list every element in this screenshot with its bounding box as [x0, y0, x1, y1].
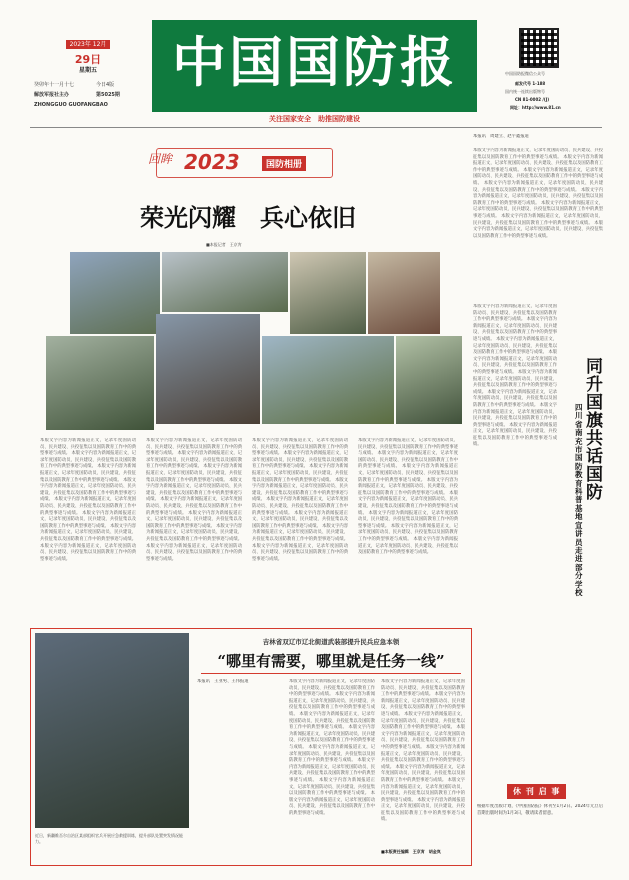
- issue-no: 第5025期: [96, 92, 120, 98]
- masthead: [0, 0, 629, 128]
- photo-3: [290, 252, 366, 334]
- album-body-col-2: 本版文字内容为新闻报道正文，记录年度国防动员、民兵建设、兵役征集以及国防教育工作中的典型事迹与成绩。 本版文字内容为新闻报道正文，记录年度国防动员、民兵建设、兵役征集以及国防教育工作中的典型事迹与成绩。 本版文字内容为新闻报道正文，记录年度国防动员、民兵建设、兵役征集以及国防教育工作中的典型事迹与成绩。 本版文字内容为新闻报道正文，记录年度国防动员、民兵建设、兵役征集以及国防教育工作中的典型事迹与成绩。 本版文字内容为新闻报道正文，记录年度国防动员、民兵建设、兵役征集以及国防教育工作中的典型事迹与成绩。 本版文字内容为新闻报道正文，记录年度国防动员、民兵建设、兵役征集以及国防教育工作中的典型事迹与成绩。 本版文字内容为新闻报道正文，记录年度国防动员、民兵建设、兵役征集以及国防教育工作中的典型事迹与成绩。 本版文字内容为新闻报道正文，记录年度国防动员、民兵建设、兵役征集以及国防教育工作中的典型事迹与成绩。: [146, 438, 242, 562]
- feature-headline: “哪里有需要，哪里就是任务一线”: [217, 652, 445, 670]
- feature-photo-caption: 近日，新疆维吾尔自治区某部组织官兵开展应急救援训练，提升部队处置突发情况能力。: [35, 833, 183, 844]
- masthead-rule: [30, 127, 602, 128]
- photo-4: [46, 336, 154, 430]
- pinyin: ZHONGGUO GUOFANGBAO: [34, 102, 108, 108]
- photo-1: [70, 252, 160, 334]
- cn-number: CN 81-0002 /(J): [515, 97, 550, 102]
- album-year: 2023: [184, 150, 240, 174]
- photo-7: [368, 252, 440, 334]
- qr-caption: 中国国防报微信公众号: [505, 71, 545, 76]
- date-badge: [66, 40, 110, 49]
- photo-6: [262, 336, 394, 424]
- side-body-left: 本版文字内容为新闻报道正文，记录年度国防动员、民兵建设、兵役征集以及国防教育工作中的典型事迹与成绩。 本版文字内容为新闻报道正文，记录年度国防动员、民兵建设、兵役征集以及国防教育工作中的典型事迹与成绩。 本版文字内容为新闻报道正文，记录年度国防动员、民兵建设、兵役征集以及国防教育工作中的典型事迹与成绩。 本版文字内容为新闻报道正文，记录年度国防动员、民兵建设、兵役征集以及国防教育工作中的典型事迹与成绩。 本版文字内容为新闻报道正文，记录年度国防动员、民兵建设、兵役征集以及国防教育工作中的典型事迹与成绩。 本版文字内容为新闻报道正文，记录年度国防动员、民兵建设、兵役征集以及国防教育工作中的典型事迹与成绩。 本版文字内容为新闻报道正文，记录年度国防动员、民兵建设、兵役征集以及国防教育工作中的典型事迹与成绩。 本版文字内容为新闻报道正文，记录年度国防动员、民兵建设、兵役征集以及国防教育工作中的典型事迹与成绩。: [473, 304, 557, 448]
- album-headline: 荣光闪耀 兵心依旧: [140, 203, 356, 232]
- postal-code: 邮发代号 1-188: [515, 81, 546, 86]
- feature-story: [30, 628, 472, 866]
- lunar-date: 癸卯年十一月十七: [34, 82, 75, 88]
- year-month: 2023年 12月: [69, 41, 107, 48]
- side-headline: 同升国旗 共话国防: [586, 357, 620, 503]
- feature-body-col-2: 本版文字内容为新闻报道正文，记录年度国防动员、民兵建设、兵役征集以及国防教育工作中的典型事迹与成绩。 本版文字内容为新闻报道正文，记录年度国防动员、民兵建设、兵役征集以及国防教育工作中的典型事迹与成绩。 本版文字内容为新闻报道正文，记录年度国防动员、民兵建设、兵役征集以及国防教育工作中的典型事迹与成绩。 本版文字内容为新闻报道正文，记录年度国防动员、民兵建设、兵役征集以及国防教育工作中的典型事迹与成绩。 本版文字内容为新闻报道正文，记录年度国防动员、民兵建设、兵役征集以及国防教育工作中的典型事迹与成绩。 本版文字内容为新闻报道正文，记录年度国防动员、民兵建设、兵役征集以及国防教育工作中的典型事迹与成绩。 本版文字内容为新闻报道正文，记录年度国防动员、民兵建设、兵役征集以及国防教育工作中的典型事迹与成绩。 本版文字内容为新闻报道正文，记录年度国防动员、民兵建设、兵役征集以及国防教育工作中的典型事迹与成绩。: [289, 679, 375, 816]
- album-section-tag: 国防相册: [262, 156, 306, 171]
- qr-code: [519, 28, 559, 68]
- side-byline: 本报讯 周建立、赵宇鑫报道: [473, 134, 529, 139]
- notice-text: 根据年度出版计划，《中国国防报》休刊至1月2日。2024年元旦后首期出版时间为1月3日，敬请读者留意。: [477, 804, 603, 816]
- slogan: 关注国家安全 助推国防建设: [269, 115, 360, 123]
- page-editor: ■本版责任编辑 王京宵 胡金岚: [381, 849, 441, 854]
- serial-label: 国内统一连续出版物号: [505, 89, 545, 94]
- album-kicker-box: [156, 148, 333, 178]
- album-body-col-1: 本版文字内容为新闻报道正文，记录年度国防动员、民兵建设、兵役征集以及国防教育工作中的典型事迹与成绩。 本版文字内容为新闻报道正文，记录年度国防动员、民兵建设、兵役征集以及国防教育工作中的典型事迹与成绩。 本版文字内容为新闻报道正文，记录年度国防动员、民兵建设、兵役征集以及国防教育工作中的典型事迹与成绩。 本版文字内容为新闻报道正文，记录年度国防动员、民兵建设、兵役征集以及国防教育工作中的典型事迹与成绩。 本版文字内容为新闻报道正文，记录年度国防动员、民兵建设、兵役征集以及国防教育工作中的典型事迹与成绩。 本版文字内容为新闻报道正文，记录年度国防动员、民兵建设、兵役征集以及国防教育工作中的典型事迹与成绩。 本版文字内容为新闻报道正文，记录年度国防动员、民兵建设、兵役征集以及国防教育工作中的典型事迹与成绩。 本版文字内容为新闻报道正文，记录年度国防动员、民兵建设、兵役征集以及国防教育工作中的典型事迹与成绩。: [40, 438, 136, 562]
- album-section: [30, 134, 466, 622]
- suspension-notice: [477, 784, 603, 864]
- notice-label: 休 刊 启 事: [507, 784, 566, 799]
- album-kicker: 回眸: [148, 152, 173, 166]
- feature-kicker: 吉林省双辽市辽北街道武装部提升民兵应急本领: [262, 638, 400, 646]
- album-body-col-3: 本版文字内容为新闻报道正文，记录年度国防动员、民兵建设、兵役征集以及国防教育工作中的典型事迹与成绩。 本版文字内容为新闻报道正文，记录年度国防动员、民兵建设、兵役征集以及国防教育工作中的典型事迹与成绩。 本版文字内容为新闻报道正文，记录年度国防动员、民兵建设、兵役征集以及国防教育工作中的典型事迹与成绩。 本版文字内容为新闻报道正文，记录年度国防动员、民兵建设、兵役征集以及国防教育工作中的典型事迹与成绩。 本版文字内容为新闻报道正文，记录年度国防动员、民兵建设、兵役征集以及国防教育工作中的典型事迹与成绩。 本版文字内容为新闻报道正文，记录年度国防动员、民兵建设、兵役征集以及国防教育工作中的典型事迹与成绩。 本版文字内容为新闻报道正文，记录年度国防动员、民兵建设、兵役征集以及国防教育工作中的典型事迹与成绩。 本版文字内容为新闻报道正文，记录年度国防动员、民兵建设、兵役征集以及国防教育工作中的典型事迹与成绩。: [252, 438, 348, 562]
- album-byline: ■本报记者 王京宵: [206, 242, 242, 247]
- photo-5: [156, 314, 260, 424]
- feature-rule: [201, 673, 461, 674]
- publisher: 解放军报社主办: [34, 92, 70, 98]
- photo-2: [162, 252, 288, 312]
- feature-body-col-3: 本版文字内容为新闻报道正文，记录年度国防动员、民兵建设、兵役征集以及国防教育工作中的典型事迹与成绩。 本版文字内容为新闻报道正文，记录年度国防动员、民兵建设、兵役征集以及国防教育工作中的典型事迹与成绩。 本版文字内容为新闻报道正文，记录年度国防动员、民兵建设、兵役征集以及国防教育工作中的典型事迹与成绩。 本版文字内容为新闻报道正文，记录年度国防动员、民兵建设、兵役征集以及国防教育工作中的典型事迹与成绩。 本版文字内容为新闻报道正文，记录年度国防动员、民兵建设、兵役征集以及国防教育工作中的典型事迹与成绩。 本版文字内容为新闻报道正文，记录年度国防动员、民兵建设、兵役征集以及国防教育工作中的典型事迹与成绩。 本版文字内容为新闻报道正文，记录年度国防动员、民兵建设、兵役征集以及国防教育工作中的典型事迹与成绩。 本版文字内容为新闻报道正文，记录年度国防动员、民兵建设、兵役征集以及国防教育工作中的典型事迹与成绩。: [381, 679, 465, 823]
- album-body-col-4: 本版文字内容为新闻报道正文，记录年度国防动员、民兵建设、兵役征集以及国防教育工作中的典型事迹与成绩。 本版文字内容为新闻报道正文，记录年度国防动员、民兵建设、兵役征集以及国防教育工作中的典型事迹与成绩。 本版文字内容为新闻报道正文，记录年度国防动员、民兵建设、兵役征集以及国防教育工作中的典型事迹与成绩。 本版文字内容为新闻报道正文，记录年度国防动员、民兵建设、兵役征集以及国防教育工作中的典型事迹与成绩。 本版文字内容为新闻报道正文，记录年度国防动员、民兵建设、兵役征集以及国防教育工作中的典型事迹与成绩。 本版文字内容为新闻报道正文，记录年度国防动员、民兵建设、兵役征集以及国防教育工作中的典型事迹与成绩。 本版文字内容为新闻报道正文，记录年度国防动员、民兵建设、兵役征集以及国防教育工作中的典型事迹与成绩。 本版文字内容为新闻报道正文，记录年度国防动员、民兵建设、兵役征集以及国防教育工作中的典型事迹与成绩。: [358, 438, 458, 556]
- feature-body-col-1: 本报讯 王亚男、王伟报道: [197, 679, 249, 684]
- edition-count: 今日4版: [96, 82, 115, 88]
- side-subhead: 四川省南充市国防教育科普基地宣讲员走进部分学校: [575, 403, 583, 597]
- paper-title: 中国国防报: [172, 30, 457, 94]
- day: 29日: [74, 53, 102, 66]
- feature-photo: [35, 633, 189, 828]
- website: 网址：http://www.81.cn: [510, 105, 561, 110]
- side-body-top-1: 本版文字内容为新闻报道正文，记录年度国防动员、民兵建设、兵役征集以及国防教育工作中的典型事迹与成绩。 本版文字内容为新闻报道正文，记录年度国防动员、民兵建设、兵役征集以及国防教育工作中的典型事迹与成绩。 本版文字内容为新闻报道正文，记录年度国防动员、民兵建设、兵役征集以及国防教育工作中的典型事迹与成绩。 本版文字内容为新闻报道正文，记录年度国防动员、民兵建设、兵役征集以及国防教育工作中的典型事迹与成绩。 本版文字内容为新闻报道正文，记录年度国防动员、民兵建设、兵役征集以及国防教育工作中的典型事迹与成绩。 本版文字内容为新闻报道正文，记录年度国防动员、民兵建设、兵役征集以及国防教育工作中的典型事迹与成绩。 本版文字内容为新闻报道正文，记录年度国防动员、民兵建设、兵役征集以及国防教育工作中的典型事迹与成绩。 本版文字内容为新闻报道正文，记录年度国防动员、民兵建设、兵役征集以及国防教育工作中的典型事迹与成绩。: [473, 148, 603, 239]
- side-story: [473, 134, 620, 644]
- weekday: 星期五: [78, 67, 97, 74]
- photo-8: [396, 336, 462, 424]
